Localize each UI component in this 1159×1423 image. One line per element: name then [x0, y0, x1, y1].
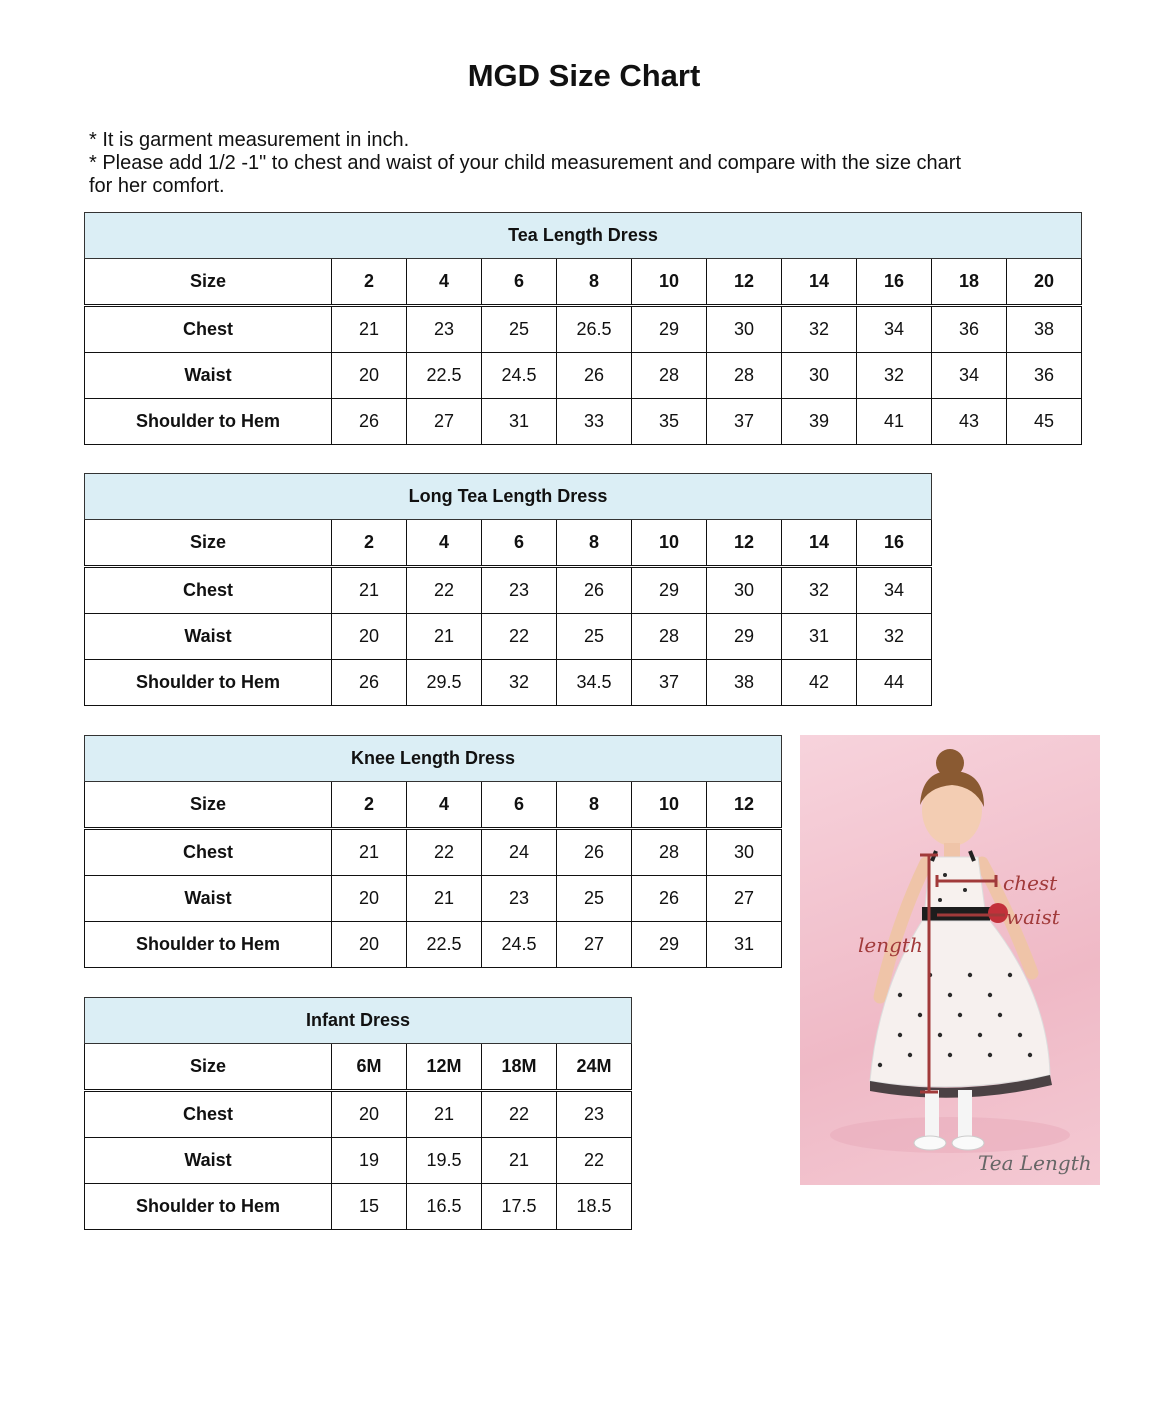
- measurement-cell: 32: [782, 306, 857, 353]
- girl-illustration: [800, 735, 1100, 1185]
- measurement-cell: 26: [332, 660, 407, 706]
- measurement-cell: 29: [632, 567, 707, 614]
- size-row: [85, 1044, 632, 1091]
- measurement-cell: 26: [332, 399, 407, 445]
- measurement-cell: 41: [857, 399, 932, 445]
- measurement-cell: 34: [932, 353, 1007, 399]
- photo-caption: Tea Length: [978, 1151, 1092, 1175]
- measurement-cell: 23: [482, 876, 557, 922]
- measurement-cell: 39: [782, 399, 857, 445]
- measurement-cell: 38: [1007, 306, 1082, 353]
- measurement-cell: 24.5: [482, 353, 557, 399]
- row-label: Size: [85, 1044, 332, 1091]
- measurement-cell: 42: [782, 660, 857, 706]
- measurement-cell: 23: [557, 1091, 632, 1138]
- measurement-cell: 32: [482, 660, 557, 706]
- long-tea-length-table: [84, 473, 932, 706]
- measurement-cell: 27: [557, 922, 632, 968]
- measurement-cell: 28: [632, 614, 707, 660]
- row-label: Shoulder to Hem: [85, 660, 332, 706]
- row-label: Chest: [85, 829, 332, 876]
- measurement-cell: 31: [707, 922, 782, 968]
- measurement-cell: 22: [407, 829, 482, 876]
- waist-row: [85, 1138, 632, 1184]
- measurement-cell: 32: [782, 567, 857, 614]
- note-line: * It is garment measurement in inch.: [89, 129, 410, 151]
- chest-row: [85, 1091, 632, 1138]
- size-header-cell: 8: [557, 782, 632, 829]
- shoulder-row: [85, 922, 782, 968]
- size-header-cell: 4: [407, 520, 482, 567]
- measurement-cell: 30: [707, 306, 782, 353]
- measurement-cell: 20: [332, 876, 407, 922]
- measurement-cell: 21: [482, 1138, 557, 1184]
- measurement-cell: 31: [782, 614, 857, 660]
- size-header-cell: 20: [1007, 259, 1082, 306]
- measurement-cell: 30: [707, 567, 782, 614]
- size-header-cell: 10: [632, 782, 707, 829]
- measurement-cell: 26.5: [557, 306, 632, 353]
- size-header-cell: 16: [857, 259, 932, 306]
- measurement-cell: 23: [482, 567, 557, 614]
- measurement-cell: 37: [632, 660, 707, 706]
- page-title: MGD Size Chart: [467, 58, 701, 93]
- measurement-cell: 20: [332, 614, 407, 660]
- note-line: * Please add 1/2 -1" to chest and waist of your child measurement and compare with the size chart: [89, 152, 962, 174]
- measurement-cell: 26: [557, 567, 632, 614]
- measurement-cell: 26: [632, 876, 707, 922]
- measurement-cell: 28: [707, 353, 782, 399]
- table-title: Tea Length Dress: [85, 213, 1082, 259]
- size-header-cell: 18M: [482, 1044, 557, 1091]
- measurement-cell: 16.5: [407, 1184, 482, 1230]
- measurement-cell: 45: [1007, 399, 1082, 445]
- size-header-cell: 12: [707, 782, 782, 829]
- size-header-cell: 8: [557, 520, 632, 567]
- chest-row: [85, 306, 1082, 353]
- measurement-cell: 21: [332, 306, 407, 353]
- measurement-cell: 27: [707, 876, 782, 922]
- measurement-cell: 34: [857, 567, 932, 614]
- measurement-cell: 29: [632, 306, 707, 353]
- measurement-cell: 25: [482, 306, 557, 353]
- size-row: [85, 782, 782, 829]
- table-title: Knee Length Dress: [85, 736, 782, 782]
- waist-row: [85, 876, 782, 922]
- measurement-cell: 30: [707, 829, 782, 876]
- measurement-cell: 30: [782, 353, 857, 399]
- measurement-cell: 44: [857, 660, 932, 706]
- size-header-cell: 10: [632, 259, 707, 306]
- measurement-cell: 27: [407, 399, 482, 445]
- size-header-cell: 6: [482, 782, 557, 829]
- size-header-cell: 12: [707, 520, 782, 567]
- waist-row: [85, 353, 1082, 399]
- measurement-cell: 25: [557, 876, 632, 922]
- row-label: Waist: [85, 1138, 332, 1184]
- row-label: Shoulder to Hem: [85, 922, 332, 968]
- row-label: Chest: [85, 306, 332, 353]
- size-row: [85, 520, 932, 567]
- measurement-cell: 17.5: [482, 1184, 557, 1230]
- measurement-cell: 22: [482, 614, 557, 660]
- measurement-cell: 34.5: [557, 660, 632, 706]
- measurement-cell: 38: [707, 660, 782, 706]
- dress-photo: [800, 735, 1100, 1185]
- row-label: Chest: [85, 567, 332, 614]
- measurement-cell: 21: [332, 567, 407, 614]
- row-label: Size: [85, 520, 332, 567]
- measurement-cell: 22: [557, 1138, 632, 1184]
- measurement-cell: 21: [332, 829, 407, 876]
- measurement-cell: 32: [857, 614, 932, 660]
- measurement-cell: 31: [482, 399, 557, 445]
- measurement-cell: 29.5: [407, 660, 482, 706]
- measurement-cell: 15: [332, 1184, 407, 1230]
- size-header-cell: 16: [857, 520, 932, 567]
- row-label: Waist: [85, 614, 332, 660]
- measurement-cell: 25: [557, 614, 632, 660]
- size-header-cell: 6: [482, 520, 557, 567]
- size-header-cell: 2: [332, 259, 407, 306]
- measurement-cell: 21: [407, 614, 482, 660]
- measurement-cell: 43: [932, 399, 1007, 445]
- size-header-cell: 12M: [407, 1044, 482, 1091]
- knee-length-table: [84, 735, 782, 968]
- measurement-cell: 33: [557, 399, 632, 445]
- measurement-cell: 24.5: [482, 922, 557, 968]
- measurement-cell: 28: [632, 353, 707, 399]
- measurement-cell: 35: [632, 399, 707, 445]
- size-header-cell: 10: [632, 520, 707, 567]
- tea-length-table: [84, 212, 1082, 445]
- size-header-cell: 14: [782, 259, 857, 306]
- measurement-cell: 22: [482, 1091, 557, 1138]
- measurement-cell: 24: [482, 829, 557, 876]
- chest-label: chest: [1003, 871, 1058, 895]
- measurement-cell: 28: [632, 829, 707, 876]
- size-header-cell: 2: [332, 782, 407, 829]
- measurement-cell: 32: [857, 353, 932, 399]
- measurement-cell: 29: [632, 922, 707, 968]
- size-row: [85, 259, 1082, 306]
- shoulder-row: [85, 1184, 632, 1230]
- size-header-cell: 8: [557, 259, 632, 306]
- size-header-cell: 2: [332, 520, 407, 567]
- measurement-cell: 22.5: [407, 353, 482, 399]
- size-header-cell: 18: [932, 259, 1007, 306]
- size-header-cell: 4: [407, 782, 482, 829]
- measurement-cell: 23: [407, 306, 482, 353]
- measurement-cell: 19.5: [407, 1138, 482, 1184]
- waist-row: [85, 614, 932, 660]
- measurement-cell: 29: [707, 614, 782, 660]
- size-header-cell: 24M: [557, 1044, 632, 1091]
- table-title: Infant Dress: [85, 998, 632, 1044]
- size-header-cell: 6: [482, 259, 557, 306]
- measurement-cell: 36: [1007, 353, 1082, 399]
- row-label: Size: [85, 782, 332, 829]
- row-label: Size: [85, 259, 332, 306]
- measurement-cell: 26: [557, 353, 632, 399]
- note-line: for her comfort.: [89, 175, 225, 197]
- measurement-cell: 18.5: [557, 1184, 632, 1230]
- table-title: Long Tea Length Dress: [85, 474, 932, 520]
- row-label: Waist: [85, 353, 332, 399]
- measurement-cell: 34: [857, 306, 932, 353]
- size-header-cell: 6M: [332, 1044, 407, 1091]
- shoulder-row: [85, 399, 1082, 445]
- waist-label: waist: [1006, 905, 1060, 929]
- measurement-cell: 26: [557, 829, 632, 876]
- notes: [89, 129, 1089, 198]
- length-label: length: [858, 933, 923, 957]
- measurement-cell: 22: [407, 567, 482, 614]
- size-header-cell: 14: [782, 520, 857, 567]
- measurement-cell: 37: [707, 399, 782, 445]
- measurement-cell: 22.5: [407, 922, 482, 968]
- row-label: Shoulder to Hem: [85, 399, 332, 445]
- infant-table: [84, 997, 632, 1230]
- size-header-cell: 4: [407, 259, 482, 306]
- measurement-cell: 20: [332, 353, 407, 399]
- row-label: Waist: [85, 876, 332, 922]
- measurement-cell: 21: [407, 1091, 482, 1138]
- chest-row: [85, 567, 932, 614]
- shoulder-row: [85, 660, 932, 706]
- measurement-cell: 21: [407, 876, 482, 922]
- chest-row: [85, 829, 782, 876]
- row-label: Shoulder to Hem: [85, 1184, 332, 1230]
- size-header-cell: 12: [707, 259, 782, 306]
- measurement-cell: 36: [932, 306, 1007, 353]
- measurement-cell: 20: [332, 1091, 407, 1138]
- row-label: Chest: [85, 1091, 332, 1138]
- measurement-cell: 19: [332, 1138, 407, 1184]
- measurement-cell: 20: [332, 922, 407, 968]
